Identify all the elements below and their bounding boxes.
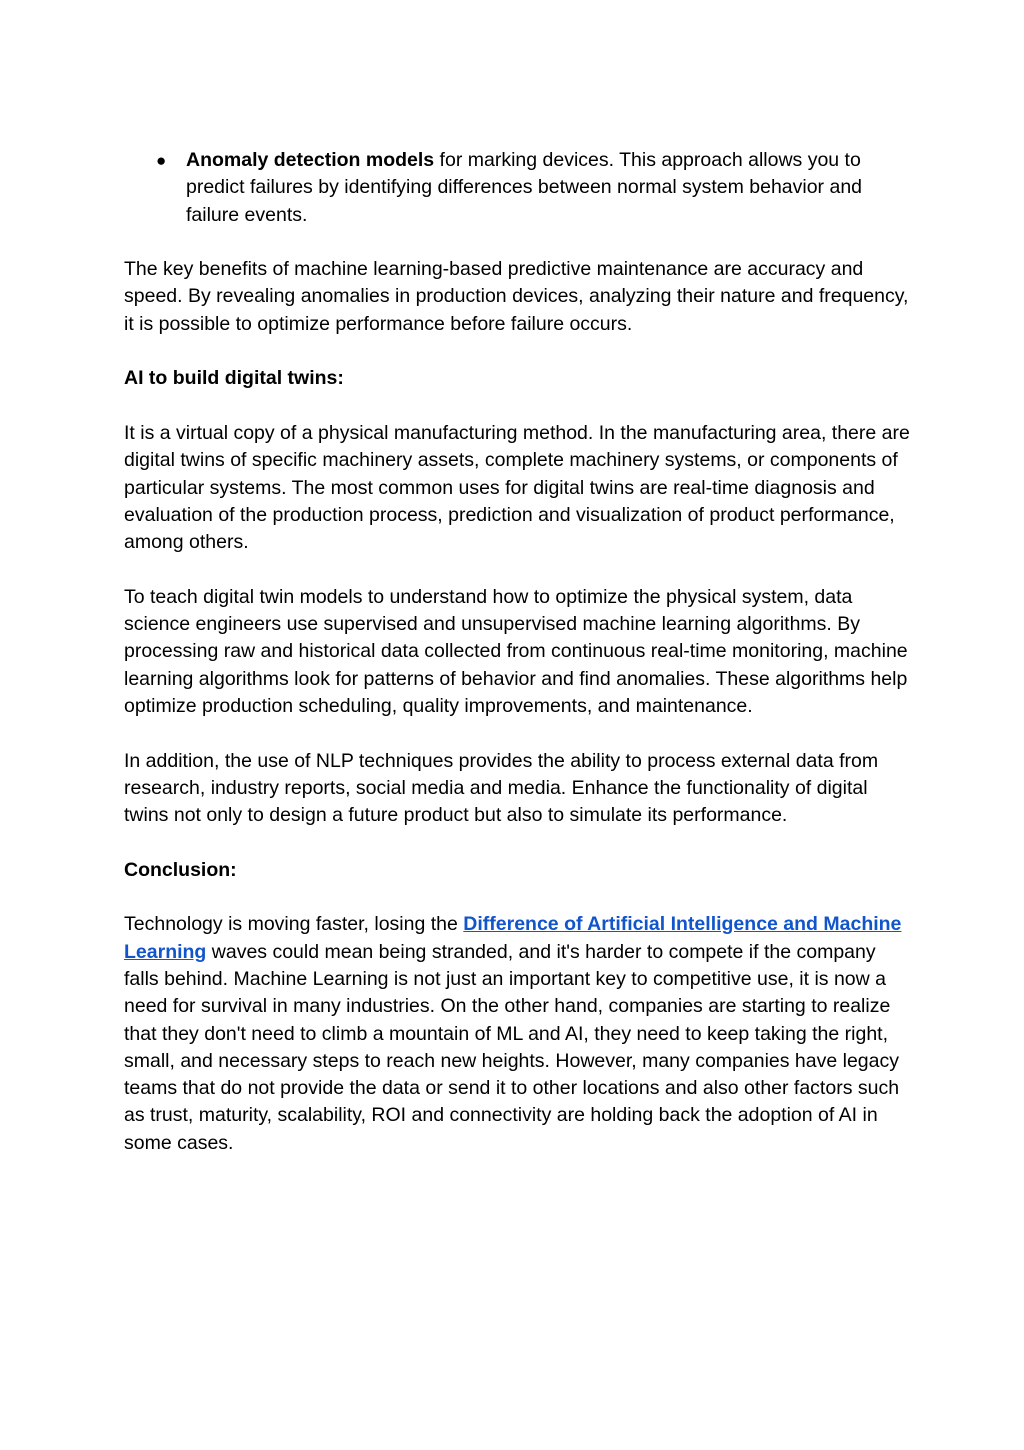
list-item [124,147,914,229]
ai-vs-ml-link[interactable]: Difference of Artificial Intelligence and Machine Learning [124,913,902,963]
bullet-text: for marking devices. This approach allows you to predict failures by identifying differences between normal system behavior and failure events. [186,149,863,226]
conclusion-text-after-link: waves could mean being stranded, and it's harder to compete if the company falls behind. Machine Learning is not just an important key to competitive use, it is now a need for survival in many industries. On the other hand, companies are starting to realize that they don't need to climb a mountain of ML and AI, they need to keep taking the right, small, and necessary steps to reach new heights. However, many companies have legacy teams that do not provide the data or send it to other locations and also other factors such as trust, maturity, scalability, ROI and connectivity are holding back the adoption of AI in some cases. [124,940,900,1154]
paragraph-benefits: The key benefits of machine learning-based predictive maintenance are accuracy and speed. By revealing anomalies in production devices, analyzing their nature and frequency, it is possible to optimize performance before failure occurs. [124,258,909,335]
document-body [124,147,914,1157]
bullet-icon: ● [156,151,167,170]
heading-conclusion: Conclusion: [124,858,237,881]
bullet-bold-lead: Anomaly detection models [186,149,435,171]
conclusion-text-before-link: Technology is moving faster, losing the [124,913,464,936]
paragraph-nlp: In addition, the use of NLP techniques provides the ability to process external data from research, industry reports, social media and media. Enhance the functionality of digital twins not only to design a future product but also to simulate its performance. [124,749,879,827]
bullet-list [124,147,914,229]
paragraph-virtual-copy: It is a virtual copy of a physical manufacturing method. In the manufacturing area, there are digital twins of specific machinery assets, complete machinery systems, or components of particular systems. The most common uses for digital twins are real-time diagnosis and evaluation of the production process, prediction and visualization of product performance, among others. [124,421,910,554]
paragraph-teach-models: To teach digital twin models to understand how to optimize the physical system, data science engineers use supervised and unsupervised machine learning algorithms. By processing raw and historical data collected from continuous real-time monitoring, machine learning algorithms look for patterns of behavior and find anomalies. These algorithms help optimize production scheduling, quality improvements, and maintenance. [124,585,908,717]
heading-digital-twins: AI to build digital twins: [124,367,344,390]
paragraph-conclusion [124,911,914,1157]
